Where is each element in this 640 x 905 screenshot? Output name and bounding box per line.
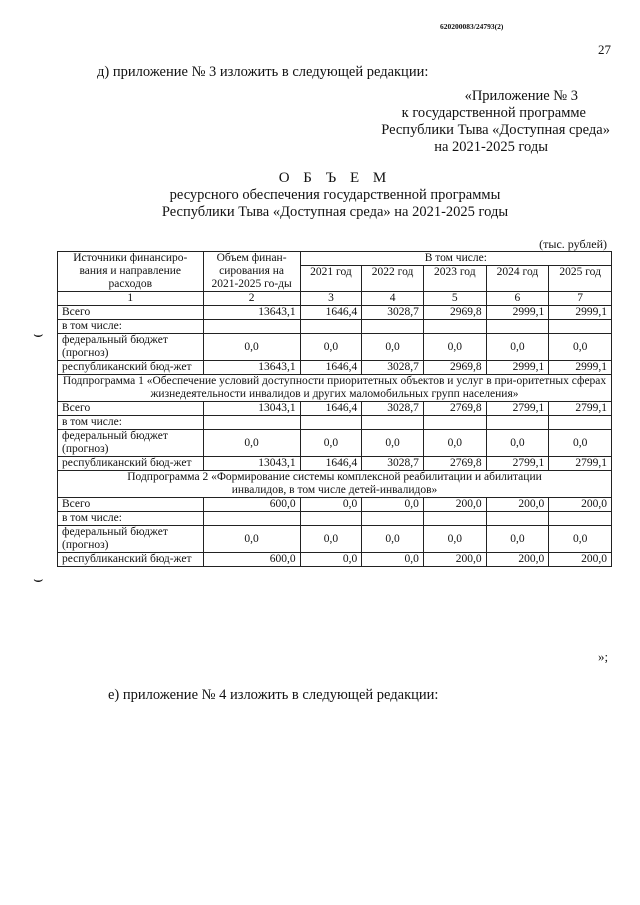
cell-value: 0,0 — [203, 430, 300, 457]
margin-mark: ⌣ — [33, 571, 44, 588]
cell-value: 600,0 — [203, 498, 300, 512]
header-year: 2025 год — [549, 266, 612, 292]
row-label: в том числе: — [58, 512, 204, 526]
column-number: 2 — [203, 292, 300, 306]
column-number: 5 — [423, 292, 486, 306]
cell-value: 0,0 — [423, 526, 486, 553]
cell-value: 200,0 — [486, 553, 549, 567]
table-row-incl — [58, 320, 612, 334]
cell-value: 2999,1 — [549, 306, 612, 320]
table-row-total — [58, 498, 612, 512]
cell-value: 2769,8 — [423, 457, 486, 471]
cell-value: 1646,4 — [300, 306, 362, 320]
table-header-row — [58, 252, 612, 266]
row-label: федеральный бюджет (прогноз) — [58, 430, 204, 457]
cell-value: 0,0 — [300, 526, 362, 553]
table-row-federal — [58, 430, 612, 457]
cell-value: 0,0 — [300, 430, 362, 457]
cell-value: 0,0 — [423, 334, 486, 361]
intro-paragraph-e: е) приложение № 4 изложить в следующей редакции: — [108, 687, 439, 703]
title-line-3: Республики Тыва «Доступная среда» на 2021-2025 годы — [161, 204, 509, 220]
column-number: 6 — [486, 292, 549, 306]
table-row-republic — [58, 553, 612, 567]
cell-value: 13043,1 — [203, 457, 300, 471]
cell-value: 200,0 — [549, 498, 612, 512]
cell-value: 2799,1 — [486, 402, 549, 416]
column-number: 7 — [549, 292, 612, 306]
cell-value: 3028,7 — [362, 361, 424, 375]
appendix-line-4: на 2021-2025 годы — [434, 139, 548, 155]
cell-value: 2799,1 — [549, 402, 612, 416]
row-label: Всего — [58, 498, 204, 512]
margin-mark: ⌣ — [33, 326, 44, 343]
header-year: 2022 год — [362, 266, 424, 292]
cell-value: 0,0 — [423, 430, 486, 457]
cell-value: 13043,1 — [203, 402, 300, 416]
subprogram-1-title-row — [58, 375, 612, 402]
row-label: федеральный бюджет (прогноз) — [58, 334, 204, 361]
cell-value: 2799,1 — [549, 457, 612, 471]
cell-value: 0,0 — [362, 553, 424, 567]
cell-value: 0,0 — [362, 498, 424, 512]
table-row-republic — [58, 457, 612, 471]
column-number-row — [58, 292, 612, 306]
column-number: 1 — [58, 292, 204, 306]
cell-value: 13643,1 — [203, 361, 300, 375]
closing-quote: »; — [598, 649, 609, 664]
subprogram-2-title-row — [58, 471, 612, 498]
cell-value: 200,0 — [423, 498, 486, 512]
subprogram-1-title: Подпрограмма 1 «Обеспечение условий доступности приоритетных объектов и услуг в при-оритетных сферах жизнедеятельности инвалидов и других маломобильных групп населения» — [58, 375, 612, 402]
header-year: 2024 год — [486, 266, 549, 292]
cell-value: 0,0 — [300, 334, 362, 361]
header-including: В том числе: — [300, 252, 611, 266]
header-sources: Источники финансиро-вания и направление расходов — [58, 252, 204, 292]
cell-value: 200,0 — [423, 553, 486, 567]
cell-value: 2969,8 — [423, 361, 486, 375]
cell-value: 2999,1 — [549, 361, 612, 375]
table-row-republic — [58, 361, 612, 375]
row-label: республиканский бюд-жет — [58, 553, 204, 567]
title-line-2: ресурсного обеспечения государственной программы — [169, 187, 501, 203]
cell-value: 0,0 — [203, 334, 300, 361]
funding-table — [57, 251, 612, 567]
column-number: 3 — [300, 292, 362, 306]
row-label: Всего — [58, 402, 204, 416]
table-row-total — [58, 402, 612, 416]
cell-value: 0,0 — [362, 430, 424, 457]
header-volume: Объем финан-сирования на 2021-2025 го-ды — [203, 252, 300, 292]
cell-value: 0,0 — [300, 553, 362, 567]
cell-value: 0,0 — [203, 526, 300, 553]
row-label: республиканский бюд-жет — [58, 361, 204, 375]
cell-value: 2769,8 — [423, 402, 486, 416]
units-label: (тыс. рублей) — [539, 237, 607, 251]
cell-value: 0,0 — [486, 430, 549, 457]
title-heading: О Б Ъ Е М — [278, 170, 392, 186]
cell-value: 2999,1 — [486, 361, 549, 375]
table-row-incl — [58, 416, 612, 430]
cell-value: 2969,8 — [423, 306, 486, 320]
cell-value: 0,0 — [362, 526, 424, 553]
cell-value: 0,0 — [486, 526, 549, 553]
appendix-line-1: «Приложение № 3 — [464, 88, 578, 104]
cell-value: 13643,1 — [203, 306, 300, 320]
table-row-federal — [58, 334, 612, 361]
header-year: 2023 год — [423, 266, 486, 292]
row-label: федеральный бюджет (прогноз) — [58, 526, 204, 553]
column-number: 4 — [362, 292, 424, 306]
cell-value: 1646,4 — [300, 402, 362, 416]
row-label: в том числе: — [58, 320, 204, 334]
appendix-line-2: к государственной программе — [401, 105, 586, 121]
cell-value: 3028,7 — [362, 306, 424, 320]
cell-value: 200,0 — [486, 498, 549, 512]
subprogram-2-title: Подпрограмма 2 «Формирование системы комплексной реабилитации и абилитации инвалидов, в том числе детей-инвалидов» — [58, 471, 612, 498]
cell-value: 0,0 — [300, 498, 362, 512]
header-year: 2021 год — [300, 266, 362, 292]
document-code: 620200083/24793(2) — [440, 22, 504, 31]
cell-value: 0,0 — [362, 334, 424, 361]
table-row-total — [58, 306, 612, 320]
table-row-incl — [58, 512, 612, 526]
cell-value: 0,0 — [549, 334, 612, 361]
cell-value: 2799,1 — [486, 457, 549, 471]
cell-value: 200,0 — [549, 553, 612, 567]
intro-paragraph-d: д) приложение № 3 изложить в следующей редакции: — [97, 64, 429, 80]
cell-value: 3028,7 — [362, 457, 424, 471]
appendix-line-3: Республики Тыва «Доступная среда» — [381, 122, 610, 138]
cell-value: 0,0 — [486, 334, 549, 361]
row-label: в том числе: — [58, 416, 204, 430]
cell-value: 3028,7 — [362, 402, 424, 416]
cell-value: 2999,1 — [486, 306, 549, 320]
cell-value: 1646,4 — [300, 361, 362, 375]
table-row-federal — [58, 526, 612, 553]
row-label: Всего — [58, 306, 204, 320]
row-label: республиканский бюд-жет — [58, 457, 204, 471]
page-number: 27 — [598, 42, 611, 57]
cell-value: 1646,4 — [300, 457, 362, 471]
cell-value: 0,0 — [549, 430, 612, 457]
cell-value: 0,0 — [549, 526, 612, 553]
cell-value: 600,0 — [203, 553, 300, 567]
